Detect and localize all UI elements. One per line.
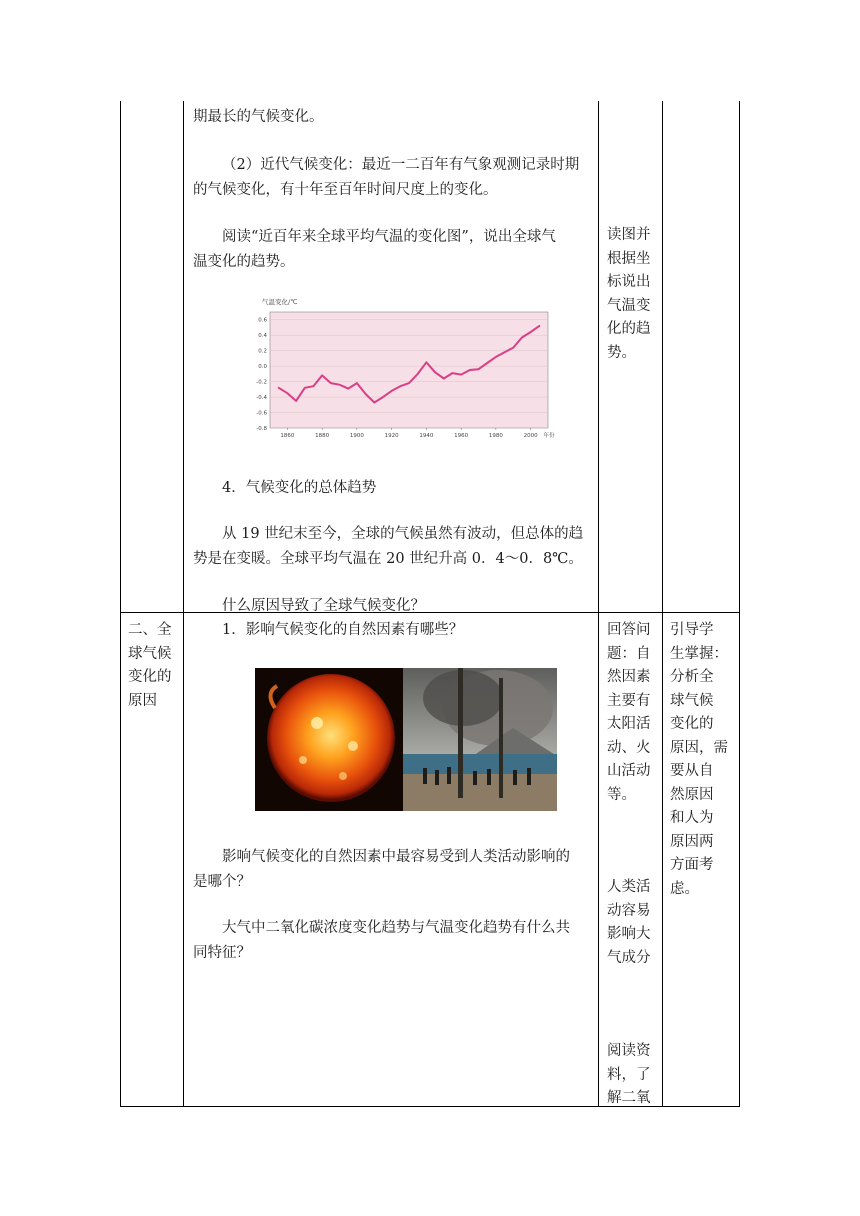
table-border-left <box>120 101 121 1107</box>
teacher-guidance-line: 变化的 <box>670 716 714 732</box>
student-activity-line: 势。 <box>607 344 636 361</box>
chart-y-tick-label: 0.6 <box>258 317 267 324</box>
student-answer-line: 回答问 <box>607 622 651 638</box>
chart-y-axis-label: 气温变化/℃ <box>262 298 298 306</box>
teacher-guidance-line: 分析全 <box>670 669 714 685</box>
student-answer-line: 人类活 <box>607 879 651 895</box>
paragraph-read-chart-line2: 温变化的趋势。 <box>193 254 295 270</box>
section-heading-line: 球气候 <box>128 645 172 662</box>
chart-x-tick-label: 1980 <box>488 433 503 439</box>
paragraph-trend-line1: 从 19 世纪末至今，全球的气候虽然有波动，但总体的趋 <box>222 526 584 542</box>
teacher-guidance-line: 然原因 <box>670 786 714 803</box>
chart-x-tick-label: 1880 <box>315 433 330 439</box>
sun-image <box>255 668 403 811</box>
student-answer-line: 主要有 <box>607 692 651 709</box>
teacher-guidance-line: 原因两 <box>670 833 714 850</box>
chart-y-tick-label: -0.6 <box>256 410 267 417</box>
question-human-influence-line2: 是哪个？ <box>193 874 251 890</box>
student-answer-line: 题：自 <box>607 645 651 662</box>
teacher-guidance-line: 虑。 <box>670 880 699 897</box>
paragraph-modern-climate-line2: 的气候变化，有十年至百年时间尺度上的变化。 <box>193 182 498 198</box>
student-answer-line: 太阳活 <box>607 716 651 732</box>
student-answer-line: 解二氧 <box>607 1090 651 1106</box>
student-activity-line: 气温变 <box>607 297 651 314</box>
volcano-image <box>403 668 557 811</box>
paragraph-trend-line2: 势是在变暖。全球平均气温在 20 世纪升高 0．4～0．8℃。 <box>193 551 583 567</box>
student-answer-line: 影响大 <box>607 926 651 942</box>
chart-y-tick-label: 0.2 <box>258 348 267 355</box>
student-answer-human-activity <box>607 876 661 970</box>
paragraph-trend-heading: 4．气候变化的总体趋势 <box>222 480 377 496</box>
paragraph-read-chart-line1: 阅读“近百年来全球平均气温的变化图”，说出全球气 <box>222 229 556 245</box>
question-co2-trend-line1: 大气中二氧化碳浓度变化趋势与气温变化趋势有什么共 <box>222 920 570 936</box>
chart-x-tick-label: 1860 <box>280 433 295 439</box>
student-answer-natural-factors <box>607 619 661 807</box>
question-natural-factors: 1．影响气候变化的自然因素有哪些？ <box>222 622 464 638</box>
section-heading-line: 二、全 <box>128 622 172 638</box>
teacher-guidance-line: 球气候 <box>670 692 714 709</box>
student-answer-line: 然因素 <box>607 669 651 685</box>
chart-x-tick-label: 1940 <box>419 433 434 439</box>
chart-x-axis-label: 年份 <box>543 433 555 439</box>
student-answer-line: 动、火 <box>607 739 651 756</box>
chart-x-tick-label: 1900 <box>349 433 364 439</box>
table-column-divider-1 <box>183 101 184 1107</box>
student-answer-line: 等。 <box>607 786 636 803</box>
student-answer-line: 阅读资 <box>607 1043 651 1059</box>
teacher-guidance-line: 引导学 <box>670 622 714 638</box>
student-answer-read-material <box>607 1040 661 1111</box>
section-heading-causes <box>128 619 182 713</box>
student-activity-line: 读图并 <box>607 227 651 243</box>
chart-y-tick-label: -0.2 <box>256 379 267 386</box>
table-column-divider-3 <box>662 101 663 1107</box>
student-answer-line: 山活动 <box>607 763 651 779</box>
paragraph-modern-climate-line1: （2）近代气候变化：最近一二百年有气象观测记录时期 <box>222 157 580 173</box>
chart-y-tick-label: 0.4 <box>258 333 267 340</box>
student-activity-read-chart <box>607 224 661 365</box>
temperature-chart-svg <box>250 296 560 444</box>
question-human-influence-line1: 影响气候变化的自然因素中最容易受到人类活动影响的 <box>222 849 570 865</box>
paragraph-cause-question: 什么原因导致了全球气候变化？ <box>222 598 425 614</box>
table-column-divider-2 <box>598 101 599 1107</box>
section-heading-line: 变化的 <box>128 669 172 685</box>
chart-plot-area <box>256 312 555 439</box>
teacher-guidance-line: 要从自 <box>670 763 714 779</box>
student-answer-line: 动容易 <box>607 902 651 919</box>
temperature-chart <box>250 296 560 444</box>
student-activity-line: 标说出 <box>607 274 651 290</box>
chart-y-tick-label: -0.8 <box>256 426 267 432</box>
teacher-guidance-line: 和人为 <box>670 810 714 826</box>
teacher-guidance-line: 生掌握： <box>670 645 728 662</box>
chart-background <box>270 312 548 428</box>
question-co2-trend-line2: 同特征？ <box>193 945 251 961</box>
teacher-guidance-line: 方面考 <box>670 857 714 873</box>
chart-x-tick-label: 1920 <box>384 433 399 439</box>
student-activity-line: 根据坐 <box>607 250 651 267</box>
student-answer-line: 料，了 <box>607 1066 651 1083</box>
table-border-right <box>739 101 740 1107</box>
chart-y-tick-label: 0.0 <box>258 364 267 371</box>
chart-x-tick-label: 1960 <box>454 433 469 439</box>
table-row-divider <box>120 612 740 613</box>
paragraph-continuation: 期最长的气候变化。 <box>193 109 324 125</box>
chart-y-tick-label: -0.4 <box>256 395 267 402</box>
section-heading-line: 原因 <box>128 692 157 709</box>
teacher-guidance-line: 原因，需 <box>670 739 728 756</box>
teacher-guidance <box>670 619 740 901</box>
student-answer-line: 气成分 <box>607 949 651 966</box>
student-activity-line: 化的趋 <box>607 321 651 337</box>
chart-x-tick-label: 2000 <box>523 433 538 439</box>
